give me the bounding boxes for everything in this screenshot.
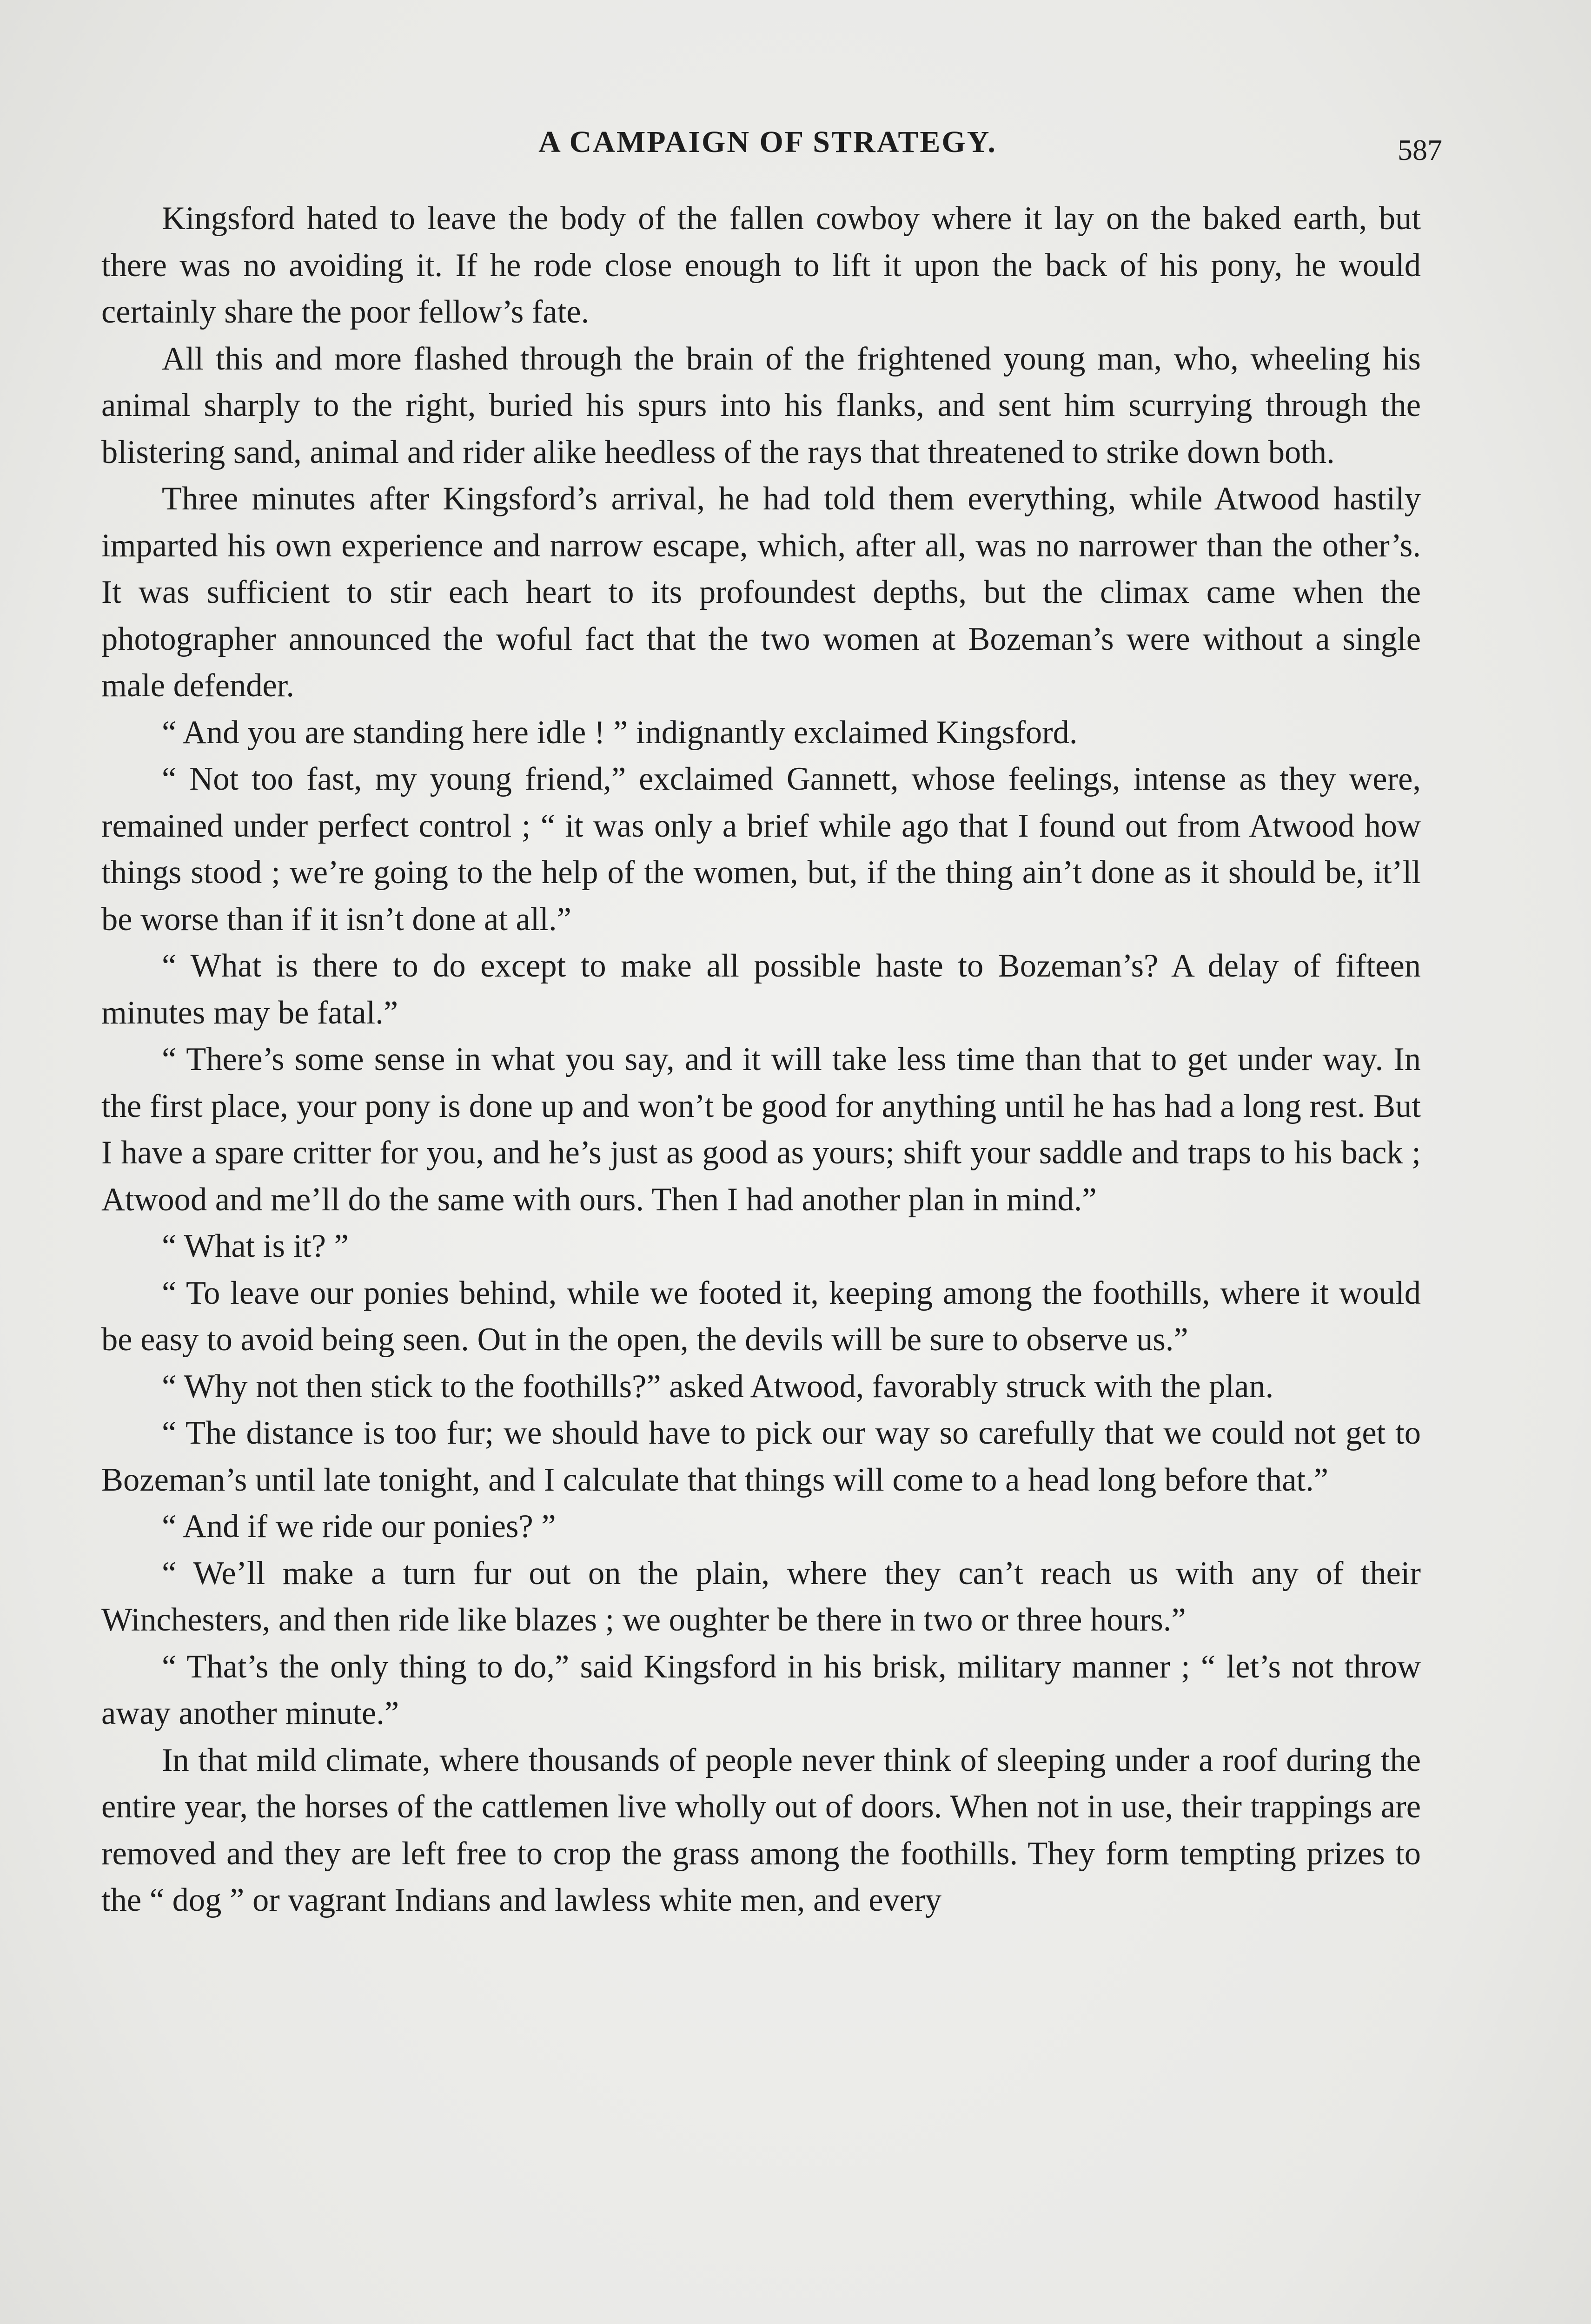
running-title: A CAMPAIGN OF STRATEGY. xyxy=(538,125,997,159)
paragraph: Three minutes after Kingsford’s arrival, he had told them everything, while Atwood hastily imparted his own experience and narrow escape, which, after all, was no narrower than the other’s. It was sufficient to stir each heart to its profoundest depths, but the climax came when the photographer announced the woful fact that the two women at Bozeman’s were without a single male defender. xyxy=(101,481,1421,704)
paragraph: “ Not too fast, my young friend,” exclaimed Gannett, whose feelings, intense as they were, remained under perfect control ; “ it was only a brief while ago that I found out from Atwood how things stood ; we’re going to the help of the women, but, if the thing ain’t done as it should be, it’ll be worse than if it isn’t done at all.” xyxy=(101,761,1421,938)
paragraph: “ What is there to do except to make all possible haste to Bozeman’s? A delay of fifteen minutes may be fatal.” xyxy=(101,948,1421,1031)
paragraph: “ And you are standing here idle ! ” indignantly exclaimed Kingsford. xyxy=(162,714,1078,751)
page-number: 587 xyxy=(1398,133,1442,166)
paragraph: All this and more flashed through the brain of the frightened young man, who, wheeling his animal sharply to the right, buried his spurs into his flanks, and sent him scurrying through the blistering sand, animal and rider alike heedless of the rays that threatened to strike down both. xyxy=(101,340,1421,470)
paragraph: “ And if we ride our ponies? ” xyxy=(162,1508,556,1545)
paragraph: Kingsford hated to leave the body of the fallen cowboy where it lay on the baked earth, but there was no avoiding it. If he rode close enough to lift it upon the back of his pony, he would certainly share the poor fellow’s fate. xyxy=(101,200,1421,330)
paragraph: “ We’ll make a turn fur out on the plain, where they can’t reach us with any of their Winchesters, and then ride like blazes ; we oughter be there in two or three hours.” xyxy=(101,1555,1421,1638)
paragraph: “ That’s the only thing to do,” said Kingsford in his brisk, military manner ; “ let’s not throw away another minute.” xyxy=(101,1648,1421,1731)
paragraph: “ The distance is too fur; we should have to pick our way so carefully that we could not get to Bozeman’s until late tonight, and I calculate that things will come to a head long before that.” xyxy=(101,1415,1421,1498)
paragraph: “ There’s some sense in what you say, and it will take less time than that to get under way. In the first place, your pony is done up and won’t be good for anything until he has had a long rest. But I have a spare critter for you, and he’s just as good as yours; shift your saddle and traps to his back ; Atwood and me’ll do the same with ours. Then I had another plan in mind.” xyxy=(101,1041,1421,1218)
paragraph: “ To leave our ponies behind, while we footed it, keeping among the foothills, where it would be easy to avoid being seen. Out in the open, the devils will be sure to observe us.” xyxy=(101,1274,1421,1358)
body-text xyxy=(101,195,1421,1924)
paragraph: “ What is it? ” xyxy=(162,1228,349,1264)
paragraph: In that mild climate, where thousands of people never think of sleeping under a roof during the entire year, the horses of the cattlemen live wholly out of doors. When not in use, their trappings are removed and they are left free to crop the grass among the foothills. They form tempting prizes to the “ dog ” or vagrant Indians and lawless white men, and every xyxy=(101,1742,1421,1918)
paragraph: “ Why not then stick to the foothills?” asked Atwood, favorably struck with the plan. xyxy=(162,1368,1274,1405)
page-header xyxy=(93,125,1442,166)
